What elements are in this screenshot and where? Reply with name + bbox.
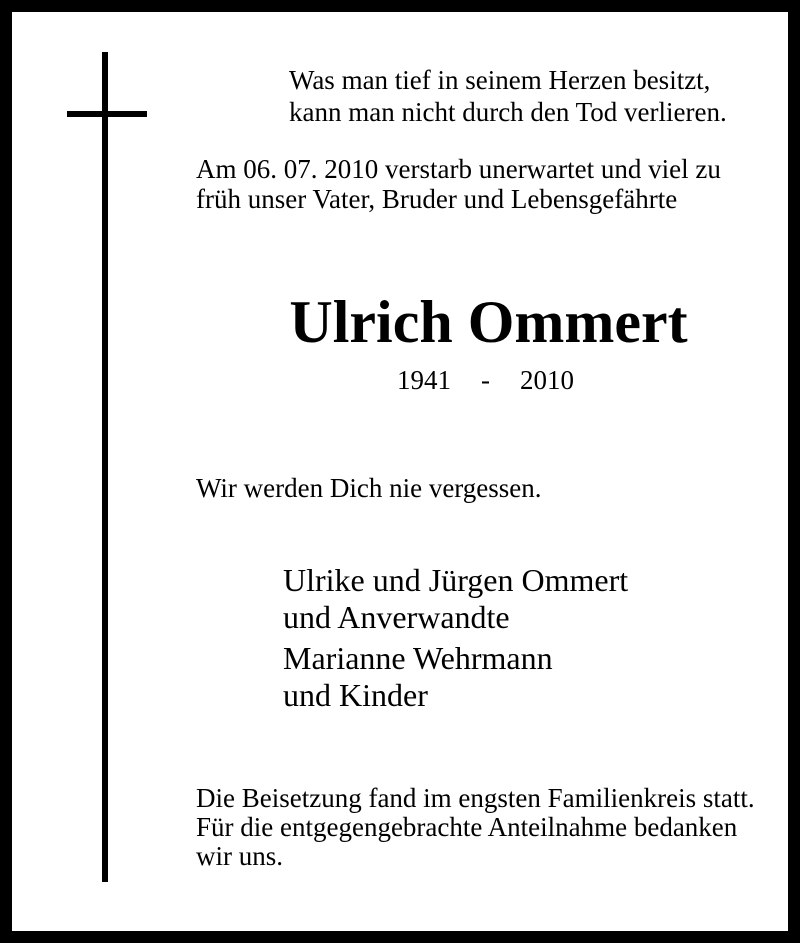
cross-vertical-bar [102,52,108,882]
birth-year: 1941 [397,365,451,395]
memorial-quote [289,64,727,128]
death-year: 2010 [520,365,574,395]
closing-line: Die Beisetzung fand im engsten Familienkreis statt. [196,783,755,813]
deceased-name: Ulrich Ommert [289,289,688,355]
death-announcement [196,154,721,214]
mourners-list [283,562,628,718]
quote-line: kann man nicht durch den Tod verlieren. [289,97,727,127]
remembrance-text: Wir werden Dich nie vergessen. [196,473,542,503]
year-separator: - [481,365,490,395]
mourner-line: Ulrike und Jürgen Ommert [283,562,629,598]
closing-line: Für die entgegengebrachte Anteilnahme bedanken [196,812,738,842]
announcement-line: Am 06. 07. 2010 verstarb unerwartet und viel zu [196,154,721,184]
cross-horizontal-bar [67,111,147,117]
closing-line: wir uns. [196,841,283,871]
announcement-line: früh unser Vater, Bruder und Lebensgefährte [196,184,678,214]
mourner-line: Marianne Wehrmann [283,640,553,676]
mourner-line: und Kinder [283,677,428,713]
mourner-group [283,640,628,714]
closing-note [196,784,755,871]
mourner-group [283,562,628,636]
mourner-line: und Anverwandte [283,599,510,635]
quote-line: Was man tief in seinem Herzen besitzt, [289,65,711,95]
